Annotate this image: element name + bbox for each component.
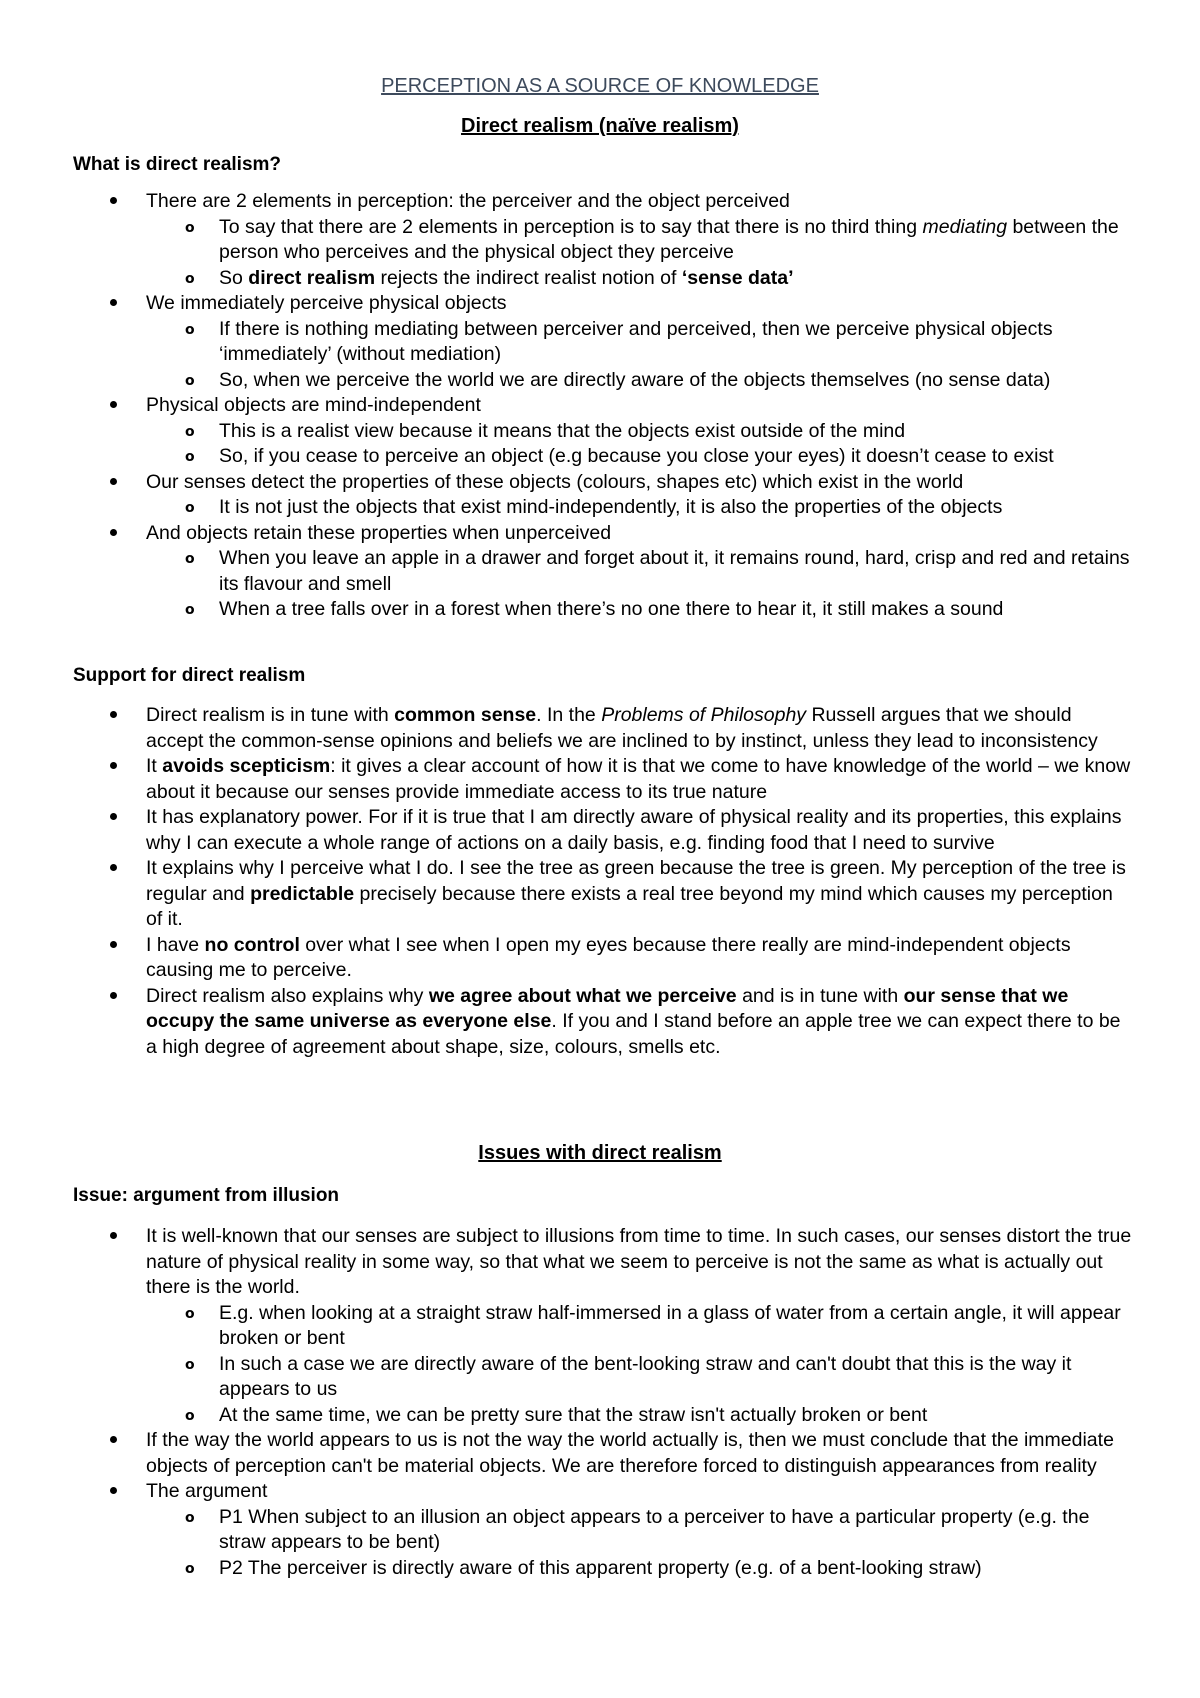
o-bullet-icon: o — [185, 449, 195, 465]
o-bullet-icon: o — [185, 602, 195, 618]
filled-circle-bullet-icon — [110, 941, 117, 948]
o-bullet-icon: o — [185, 1509, 195, 1526]
filled-circle-bullet-icon — [110, 1487, 117, 1494]
list-item: Physical objects are mind-independent o This is a realist view because it means that the objects exist outside of the mind o So, if you cease to perceive an object (e.g because you close your eyes) it doesn’t cease to exist — [0, 393, 1200, 470]
list-item: And objects retain these properties when unperceived o When you leave an apple in a drawer and forget about it, it remains round, hard, crisp and red and retains its flavour and smell o When a tree falls over in a forest when there’s no one there to hear it, it still makes a sound — [0, 521, 1200, 623]
list-item: Our senses detect the properties of these objects (colours, shapes etc) which exist in the world o It is not just the objects that exist mind-independently, it is also the properties of the objects — [0, 470, 1200, 521]
filled-circle-bullet-icon — [110, 299, 117, 306]
o-bullet-icon: o — [185, 321, 195, 338]
list-what-is-direct-realism — [0, 189, 1200, 623]
sub-list — [185, 546, 1134, 623]
sub-list-item: o If there is nothing mediating between perceiver and perceived, then we perceive physical objects ‘immediately’ (without mediation) — [185, 317, 1053, 365]
list-argument-from-illusion — [0, 1224, 1200, 1581]
o-bullet-icon: o — [185, 500, 195, 516]
list-support-for-direct-realism — [0, 703, 1200, 1060]
document-title: PERCEPTION AS A SOURCE OF KNOWLEDGE — [381, 75, 819, 97]
section-title-direct-realism: Direct realism (naïve realism) — [461, 115, 739, 137]
filled-circle-bullet-icon — [110, 1436, 117, 1443]
sub-list-item: o P2 The perceiver is directly aware of this apparent property (e.g. of a bent-looking straw) — [219, 1556, 1134, 1582]
list-item: There are 2 elements in perception: the perceiver and the object perceived o To say that there are 2 elements in perception is to say that there is no third thing mediating between the person who perceives and the physical object they perceive o So direct realism rejects the indirect realist notion of ‘sense data’ — [0, 189, 1200, 291]
sub-list-item: o When you leave an apple in a drawer and forget about it, it remains round, hard, crisp and red and retains its flavour and smell — [185, 547, 1130, 595]
list-item: The argument o P1 When subject to an illusion an object appears to a perceiver to have a particular property (e.g. the straw appears to be bent) o P2 The perceiver is directly aware of this apparent property (e.g. of a bent-looking straw) — [0, 1479, 1200, 1581]
sub-list — [185, 1505, 1134, 1582]
list-item: It avoids scepticism: it gives a clear account of how it is that we come to have knowledge of the world – we know about it because our senses provide immediate access to its true nature — [0, 754, 1200, 805]
sub-list-item: o So, when we perceive the world we are directly aware of the objects themselves (no sense data) — [219, 368, 1134, 394]
filled-circle-bullet-icon — [110, 813, 117, 820]
sub-list — [185, 1301, 1134, 1429]
sub-list-item: o When a tree falls over in a forest when there’s no one there to hear it, it still makes a sound — [219, 597, 1134, 623]
sub-list-item: o So direct realism rejects the indirect realist notion of ‘sense data’ — [219, 266, 1134, 292]
o-bullet-icon: o — [185, 1407, 195, 1424]
filled-circle-bullet-icon — [110, 762, 117, 769]
o-bullet-icon: o — [185, 551, 195, 567]
list-item: We immediately perceive physical objects o If there is nothing mediating between perceiver and perceived, then we perceive physical objects ‘immediately’ (without mediation) o So, when we perceive the world we are directly aware of the objects themselves (no sense data) — [0, 291, 1200, 393]
sub-list — [185, 419, 1134, 470]
subhead-argument-from-illusion: Issue: argument from illusion — [73, 1185, 340, 1206]
o-bullet-icon: o — [185, 372, 195, 389]
filled-circle-bullet-icon — [110, 864, 117, 871]
sub-list-item: o It is not just the objects that exist mind-independently, it is also the properties of the objects — [219, 495, 1134, 521]
list-item: Direct realism also explains why we agree about what we perceive and is in tune with our sense that we occupy the same universe as everyone else. If you and I stand before an apple tree we can expect there to be a high degree of agreement about shape, size, colours, smells etc. — [0, 984, 1200, 1061]
o-bullet-icon: o — [185, 270, 195, 287]
filled-circle-bullet-icon — [110, 478, 117, 485]
subhead-support-for-direct-realism: Support for direct realism — [73, 665, 306, 686]
sub-list-item: o In such a case we are directly aware of the bent-looking straw and can't doubt that this is the way it appears to us — [185, 1352, 1072, 1400]
list-item: It explains why I perceive what I do. I see the tree as green because the tree is green. My perception of the tree is regular and predictable precisely because there exists a real tree beyond my mind which causes my perception of it. — [0, 856, 1200, 933]
sub-list — [185, 495, 1134, 521]
list-item: If the way the world appears to us is not the way the world actually is, then we must conclude that the immediate objects of perception can't be material objects. We are therefore forced to distinguish appearances from reality — [0, 1428, 1200, 1479]
sub-list-item: o P1 When subject to an illusion an object appears to a perceiver to have a particular property (e.g. the straw appears to be bent) — [185, 1505, 1090, 1553]
filled-circle-bullet-icon — [110, 711, 117, 718]
o-bullet-icon: o — [185, 1356, 195, 1373]
sub-list — [185, 317, 1134, 394]
o-bullet-icon: o — [185, 1560, 195, 1577]
list-item: Direct realism is in tune with common sense. In the Problems of Philosophy Russell argues that we should accept the common-sense opinions and beliefs we are inclined to by instinct, unless they lead to inconsistency — [0, 703, 1200, 754]
sub-list-item: o To say that there are 2 elements in perception is to say that there is no third thing mediating between the person who perceives and the physical object they perceive — [185, 215, 1119, 263]
list-item: I have no control over what I see when I open my eyes because there really are mind-independent objects causing me to perceive. — [0, 933, 1200, 984]
o-bullet-icon: o — [185, 219, 195, 236]
filled-circle-bullet-icon — [110, 529, 117, 536]
filled-circle-bullet-icon — [110, 401, 117, 408]
o-bullet-icon: o — [185, 423, 195, 440]
sub-list-item: o At the same time, we can be pretty sure that the straw isn't actually broken or bent — [219, 1403, 1134, 1429]
sub-list-item: o This is a realist view because it means that the objects exist outside of the mind — [219, 419, 1134, 445]
filled-circle-bullet-icon — [110, 992, 117, 999]
list-item: It has explanatory power. For if it is true that I am directly aware of physical reality and its properties, this explains why I can execute a whole range of actions on a daily basis, e.g. finding food that I need to survive — [0, 805, 1200, 856]
sub-list-item: o So, if you cease to perceive an object (e.g because you close your eyes) it doesn’t cease to exist — [219, 444, 1134, 470]
sub-list — [185, 215, 1134, 292]
list-item: It is well-known that our senses are subject to illusions from time to time. In such cases, our senses distort the true nature of physical reality in some way, so that what we seem to perceive is not the same as what is actually out there is the world. o E.g. when looking at a straight straw half-immersed in a glass of water from a certain angle, it will appear broken or bent o In such a case we are directly aware of the bent-looking straw and can't doubt that this is the way it appears to us o At the same time, we can be pretty sure that the straw isn't actually broken or bent — [0, 1224, 1200, 1428]
filled-circle-bullet-icon — [110, 197, 117, 204]
section-title-issues-with-direct-realism: Issues with direct realism — [478, 1142, 722, 1164]
o-bullet-icon: o — [185, 1305, 195, 1322]
filled-circle-bullet-icon — [110, 1232, 117, 1239]
subhead-what-is-direct-realism: What is direct realism? — [73, 154, 282, 175]
sub-list-item: o E.g. when looking at a straight straw half-immersed in a glass of water from a certain angle, it will appear broken or bent — [185, 1301, 1121, 1349]
